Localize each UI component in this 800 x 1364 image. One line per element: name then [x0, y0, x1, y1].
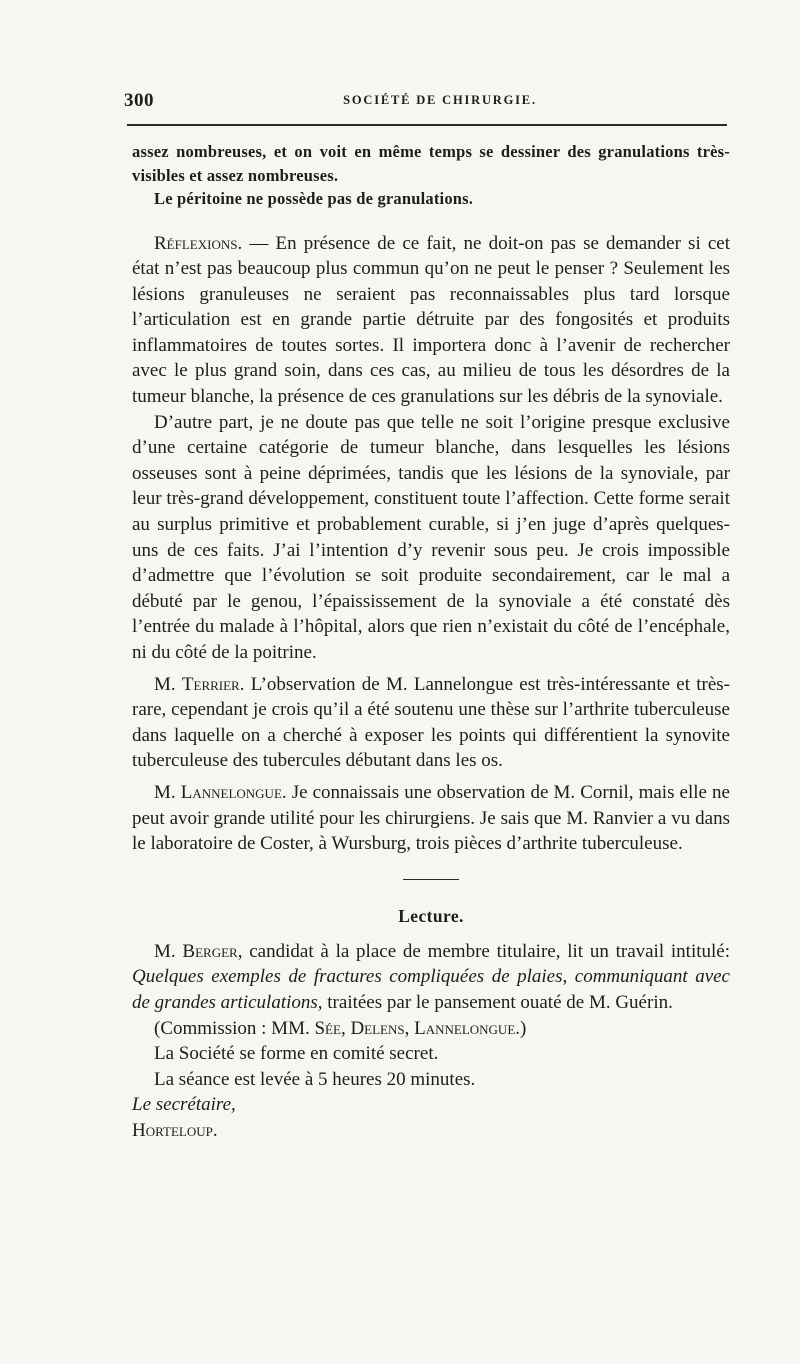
berger-paragraph — [132, 939, 730, 1016]
dautre-part-paragraph: D’autre part, je ne doute pas que telle ne soit l’origine presque exclusive d’une certaine catégorie de tumeur blanche, dans lesquelles les lésions osseuses sont à peine déprimées, tandis que les lésions de la synoviale, par leur très-grand développement, constituent toute l’affection. Cette forme serait au surplus primitive et probablement curable, si j’en juge d’après quelques-uns de ces faits. J’ai l’intention d’y revenir sous peu. Je crois impossible d’admettre que l’évolution se soit produite secondairement, car le mal a débuté par le genou, l’épaississement de la synoviale a été constaté dès l’entrée du malade à l’hôpital, alors que rien n’existait du côté de l’encéphale, ni du côté de la poitrine. — [132, 411, 730, 663]
comite-line: La Société se forme en comité secret. — [154, 1043, 439, 1065]
page-header — [124, 90, 726, 114]
commission-name-3: Lannelongue — [414, 1017, 516, 1039]
commission-name-1: Sée — [314, 1017, 341, 1039]
lecture-section — [132, 939, 730, 1144]
commission-name-2: Delens — [350, 1017, 405, 1039]
reflexions-label: Réflexions. — [154, 232, 243, 254]
reflexions-text: En présence de ce fait, ne doit-on pas se demander si cet état n’est pas beaucoup plus commun qu’on ne peut le penser ? Seulement les lésions granuleuses ne seraient pas reconnaissables plus tard lorsque l’articulation est en grande partie détruite par des fongosités et produits inflammatoires de toutes sortes. Il importera donc à l’avenir de rechercher avec le plus grand soin, dans ces cas, au milieu de tous les désordres de la tumeur blanche, la présence de ces granulations sur les débris de la synoviale. — [132, 232, 731, 408]
berger-name: Berger — [182, 940, 238, 962]
berger-prefix: M. — [154, 940, 183, 962]
lannelongue-text: Je connaissais une observation de M. Cornil, mais elle ne peut avoir grande utilité pour les chirurgiens. Je sais que M. Ranvier a vu dans le laboratoire de Coster, à Wursburg, trois pièces d’arthrite tuberculeuse. — [132, 781, 730, 855]
reflexions-paragraph — [132, 231, 730, 410]
lecture-heading: Lecture. — [398, 905, 464, 926]
lannelongue-name: Lannelongue. — [180, 781, 287, 803]
berger-text-a: , candidat à la place de membre titulaire, lit un travail intitulé: — [237, 940, 730, 962]
terrier-text: L’observation de M. Lannelongue est très-intéressante et très-rare, cependant je crois qu’il a été soutenu une thèse sur l’arthrite tuberculeuse dans laquelle on a cherché à exposer les points qui différentient la synovite tuberculeuse des tubercules débutant dans les os. — [132, 673, 730, 772]
signature-name-text: Horteloup. — [132, 1119, 218, 1141]
section-divider — [403, 879, 459, 880]
berger-text-b: traitées par le pansement ouaté de M. Guérin. — [322, 991, 673, 1013]
page-number: 300 — [124, 90, 154, 111]
signature-name — [132, 1118, 730, 1144]
terrier-name: Terrier. — [181, 673, 245, 695]
header-rule — [127, 124, 727, 126]
commission-close: .) — [515, 1017, 527, 1039]
reflexions-dash: — — [242, 232, 276, 254]
commission-sep-1: , — [340, 1017, 351, 1039]
opening-paragraph: assez nombreuses, et on voit en même temps se dessiner des granulations très-visibles et assez nombreuses. — [132, 142, 730, 185]
peritoine-paragraph: Le péritoine ne possède pas de granulations. — [154, 189, 474, 208]
running-head: SOCIÉTÉ DE CHIRURGIE. — [343, 93, 537, 107]
terrier-paragraph — [132, 672, 730, 774]
signature-title: Le secrétaire, — [132, 1094, 236, 1116]
terrier-prefix: M. — [154, 673, 182, 695]
work-title: Quelques exemples de fractures compliquées de plaies, communiquant avec de grandes articulations, — [132, 966, 730, 1013]
commission-line — [132, 1016, 730, 1042]
commission-open: (Commission : MM. — [154, 1017, 315, 1039]
commission-sep-2: , — [404, 1017, 415, 1039]
page-body — [132, 140, 730, 1144]
seance-line: La séance est levée à 5 heures 20 minutes. — [154, 1068, 476, 1090]
lannelongue-paragraph — [132, 780, 730, 857]
lannelongue-prefix: M. — [154, 781, 181, 803]
